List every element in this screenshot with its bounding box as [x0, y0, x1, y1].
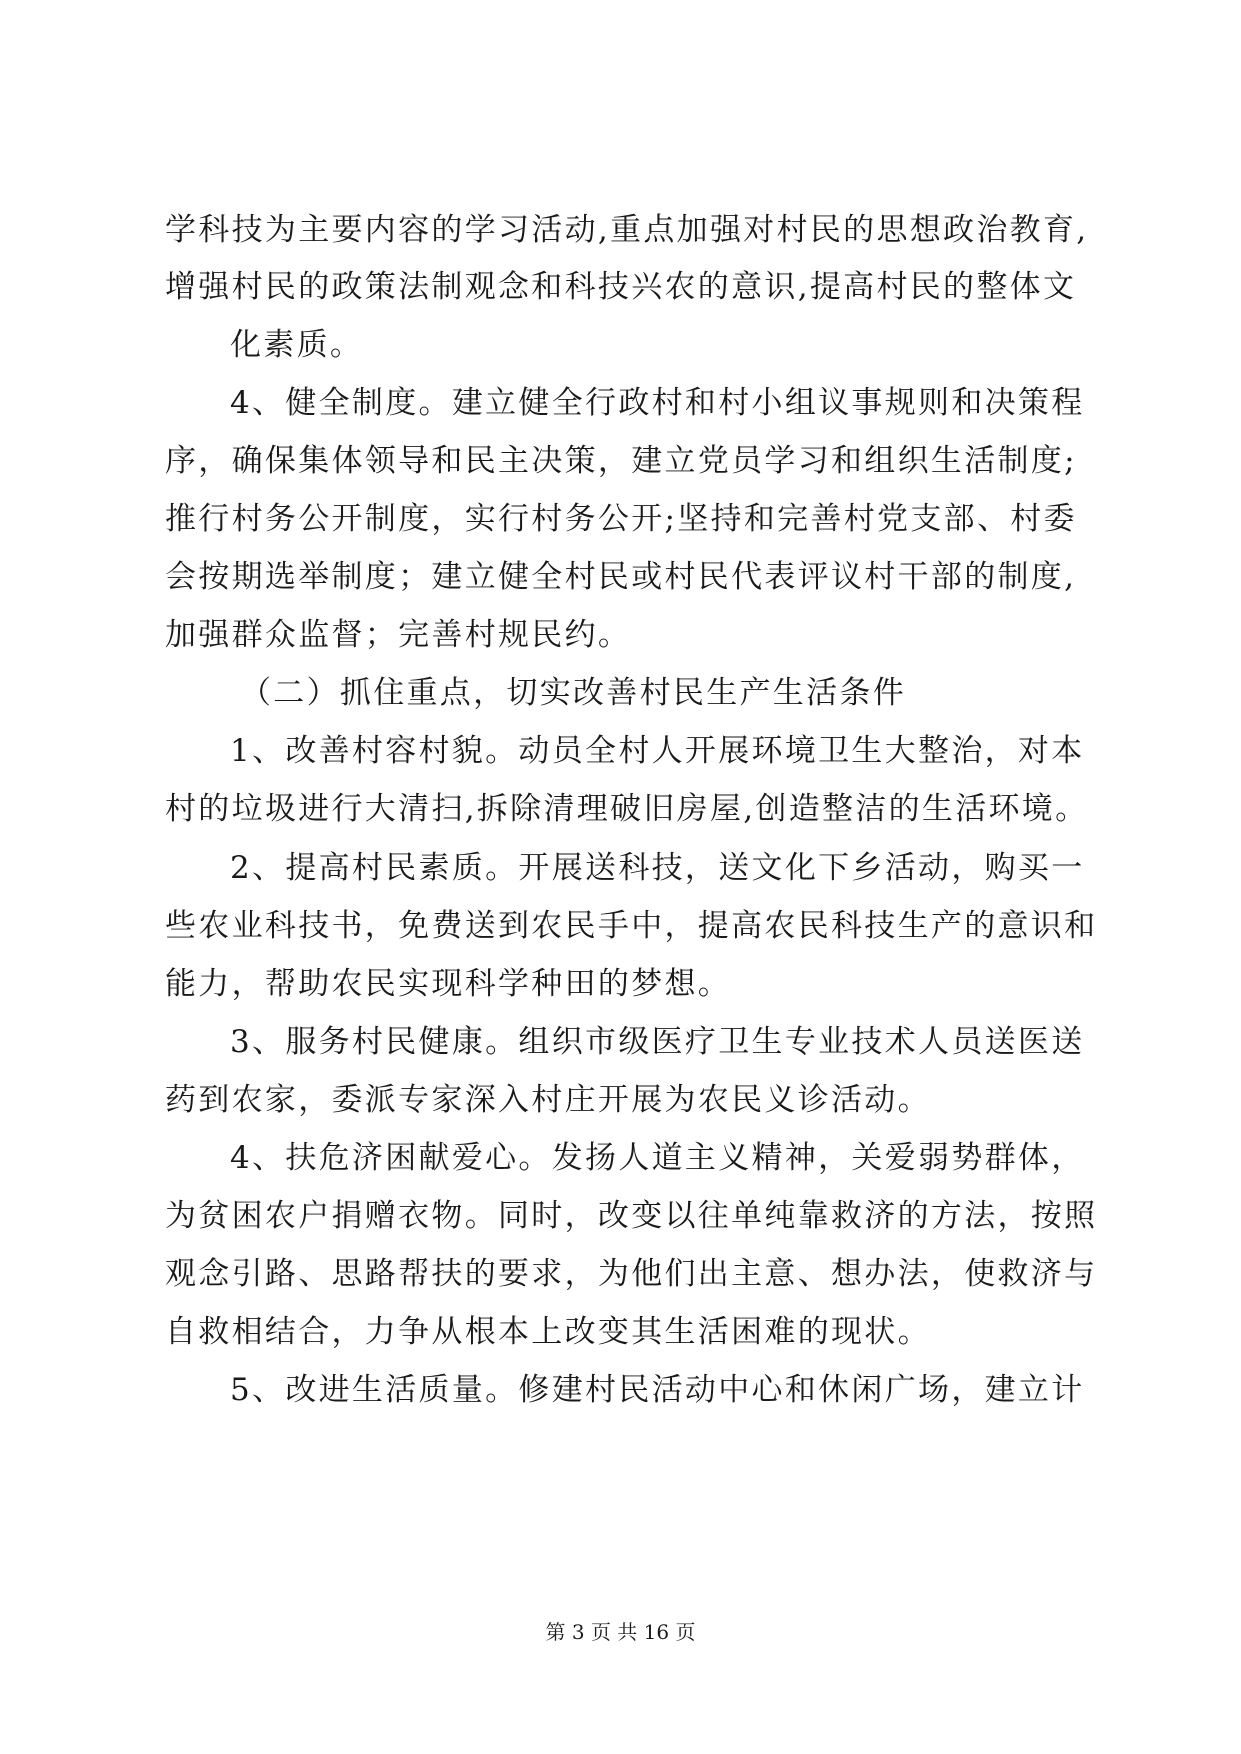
body-line-13: 些农业科技书，免费送到农民手中，提高农民科技生产的意识和 — [165, 908, 1098, 944]
item-4-start: 4、扶危济困献爱心。发扬人道主义精神，关爱弱势群体， — [230, 1140, 1085, 1176]
body-line-3: 化素质。 — [230, 327, 364, 363]
item-5-start: 5、改进生活质量。修建村民活动中心和休闲广场，建立计 — [230, 1372, 1085, 1408]
body-line-2: 增强村民的政策法制观念和科技兴农的意识,提高村民的整体文 — [165, 269, 1077, 305]
body-line-14: 能力，帮助农民实现科学种田的梦想。 — [165, 966, 732, 1002]
page-number-footer: 第 3 页 共 16 页 — [545, 1620, 696, 1644]
item-2-start: 2、提高村民素质。开展送科技，送文化下乡活动，购买一 — [230, 850, 1085, 886]
body-line-19: 观念引路、思路帮扶的要求，为他们出主意、想办法，使救济与 — [165, 1256, 1098, 1292]
section-heading: （二）抓住重点，切实改善村民生产生活条件 — [240, 675, 906, 711]
body-line-20: 自救相结合，力争从根本上改变其生活困难的现状。 — [165, 1314, 931, 1350]
body-line-16: 药到农家，委派专家深入村庄开展为农民义诊活动。 — [165, 1082, 931, 1118]
body-line-5: 序，确保集体领导和民主决策，建立党员学习和组织生活制度; — [165, 443, 1077, 479]
body-line-7: 会按期选举制度；建立健全村民或村民代表评议村干部的制度, — [165, 559, 1077, 595]
item-3-start: 3、服务村民健康。组织市级医疗卫生专业技术人员送医送 — [230, 1024, 1085, 1060]
body-line-6: 推行村务公开制度，实行村务公开;坚持和完善村党支部、村委 — [165, 501, 1077, 537]
paragraph-4-start: 4、健全制度。建立健全行政村和村小组议事规则和决策程 — [230, 385, 1085, 421]
body-line-8: 加强群众监督；完善村规民约。 — [165, 617, 632, 653]
body-line-11: 村的垃圾进行大清扫,拆除清理破旧房屋,创造整洁的生活环境。 — [165, 791, 1089, 827]
body-line-18: 为贫困农户捐赠衣物。同时，改变以往单纯靠救济的方法，按照 — [165, 1198, 1098, 1234]
body-line-1: 学科技为主要内容的学习活动,重点加强对村民的思想政治教育, — [165, 212, 1089, 248]
item-1-start: 1、改善村容村貌。动员全村人开展环境卫生大整治，对本 — [230, 733, 1085, 769]
